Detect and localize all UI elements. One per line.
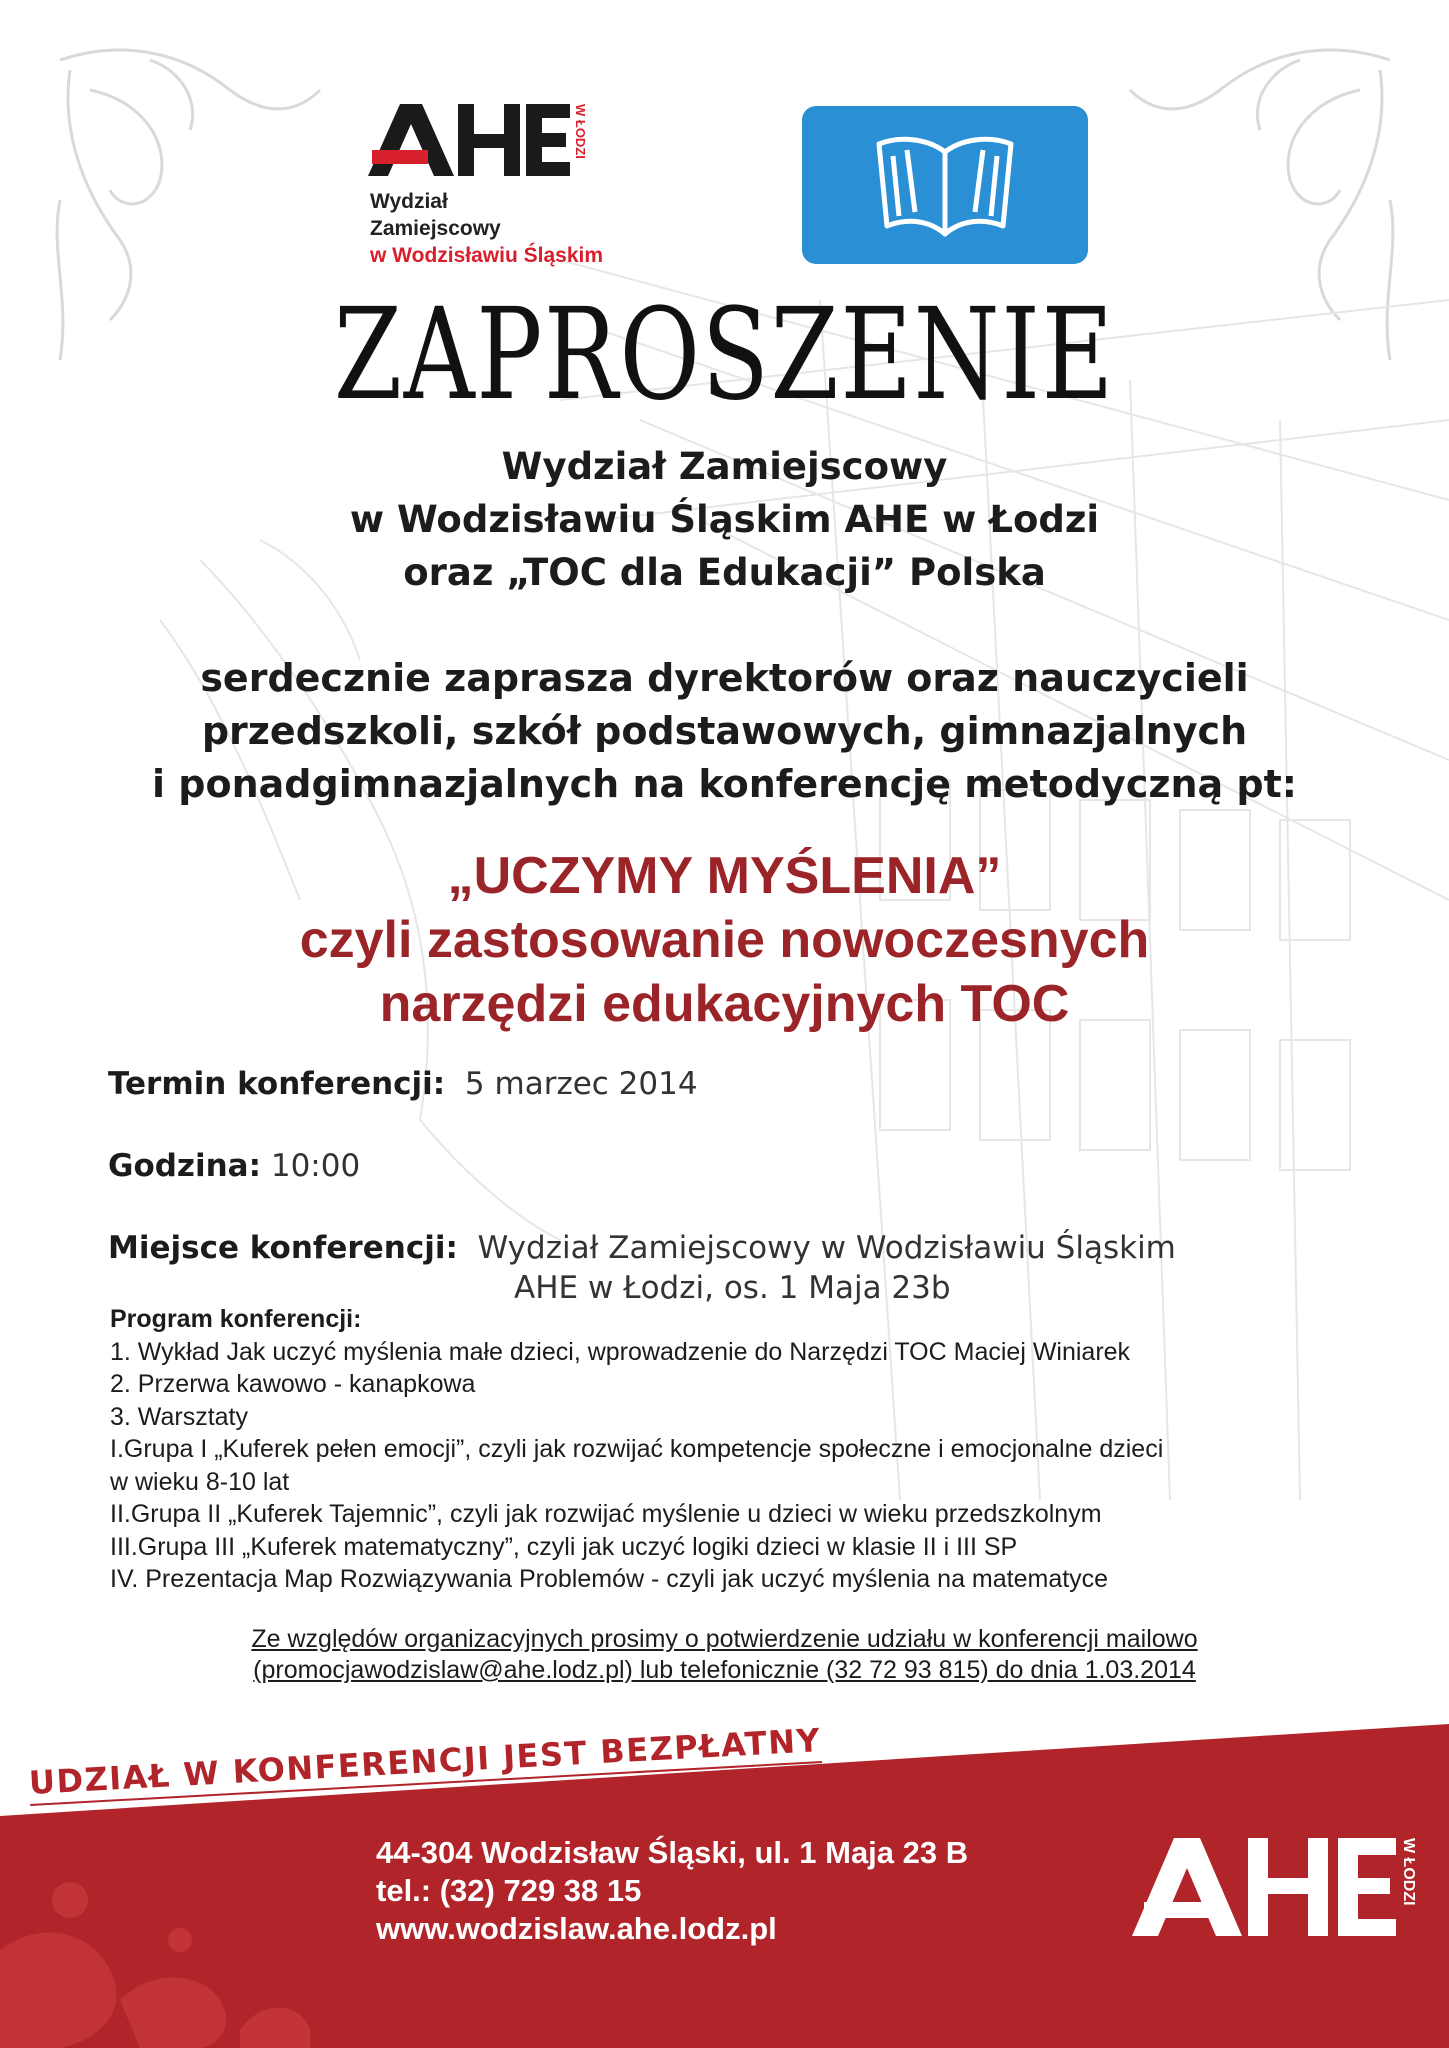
invitation-line: i ponadgimnazjalnych na konferencję metodyczną pt:: [152, 762, 1297, 806]
logo-city-text-white: W ŁODZI: [1400, 1838, 1417, 1906]
conference-title: [0, 844, 1449, 1036]
place-line-2: AHE w Łodzi, os. 1 Maja 23b: [514, 1270, 951, 1306]
notice-line: Ze względów organizacyjnych prosimy o potwierdzenie udziału w konferencji mailowo: [251, 1625, 1198, 1653]
organizer-line: w Wodzisławiu Śląskim AHE w Łodzi: [349, 498, 1100, 541]
contact-address: 44-304 Wodzisław Śląski, ul. 1 Maja 23 B: [376, 1835, 969, 1870]
program-line: II.Grupa II „Kuferek Tajemnic”, czyli jak rozwijać myślenie u dzieci w wieku przedszkolnym: [110, 1500, 1102, 1528]
time-label: Godzina:: [108, 1148, 261, 1184]
date-label: Termin konferencji:: [108, 1066, 446, 1102]
program-line: 3. Warsztaty: [110, 1402, 248, 1431]
conference-program: [110, 1303, 1360, 1596]
conference-title-line: narzędzi edukacyjnych TOC: [379, 975, 1070, 1033]
ahe-logo-white-icon: [1132, 1832, 1422, 1942]
place-label: Miejsce konferencji:: [108, 1230, 458, 1266]
faculty-line-1: Wydział: [370, 190, 448, 213]
invitation-text: [0, 652, 1449, 811]
toc-book-badge: [802, 106, 1088, 264]
page-title: ZAPROSZENIE: [333, 281, 1115, 428]
organizer-line: Wydział Zamiejscowy: [501, 445, 948, 488]
free-participation-banner: UDZIAŁ W KONFERENCJI JEST BEZPŁATNY: [28, 1721, 822, 1806]
invitation-line: serdecznie zaprasza dyrektorów oraz nauczycieli: [200, 656, 1249, 700]
program-line: 2. Przerwa kawowo - kanapkowa: [110, 1370, 476, 1398]
open-book-icon: [871, 130, 1019, 240]
faculty-line-2: Zamiejscowy: [370, 217, 501, 240]
program-line: 1. Wykład Jak uczyć myślenia małe dzieci, wprowadzenie do Narzędzi TOC Maciej Winiarek: [110, 1337, 1131, 1366]
contact-website[interactable]: www.wodzislaw.ahe.lodz.pl: [376, 1911, 777, 1946]
program-line: IV. Prezentacja Map Rozwiązywania Problemów - czyli jak uczyć myślenia na matematyce: [110, 1565, 1109, 1593]
date-value: 5 marzec 2014: [464, 1066, 698, 1102]
faculty-name: [370, 188, 603, 269]
invitation-line: przedszkoli, szkół podstawowych, gimnazjalnych: [201, 709, 1248, 753]
conference-title-line: czyli zastosowanie nowoczesnych: [299, 911, 1150, 969]
place-line-1: Wydział Zamiejscowy w Wodzisławiu Śląskim: [477, 1230, 1176, 1266]
organizers: [0, 440, 1449, 599]
registration-notice: [0, 1624, 1449, 1686]
conference-place: [108, 1228, 1176, 1268]
program-line: III.Grupa III „Kuferek matematyczny”, czyli jak uczyć logiki dzieci w klasie II i III SP: [110, 1532, 1018, 1561]
program-line: I.Grupa I „Kuferek pełen emocji”, czyli jak rozwijać kompetencje społeczne i emocjonalne dzieci: [110, 1435, 1164, 1463]
time-value: 10:00: [270, 1148, 361, 1184]
program-line: w wieku 8-10 lat: [110, 1467, 290, 1496]
organizer-line: oraz „TOC dla Edukacji” Polska: [403, 551, 1046, 594]
contact-info: [376, 1834, 968, 1948]
logo-city-text: W ŁODZI: [573, 104, 588, 159]
faculty-line-3: w Wodzisławiu Śląskim: [370, 244, 604, 267]
ahe-logo-icon: [368, 96, 588, 184]
conference-date: [108, 1064, 698, 1104]
conference-title-line: „UCZYMY MYŚLENIA”: [447, 847, 1002, 905]
conference-time: [108, 1146, 360, 1186]
program-heading: Program konferencji:: [110, 1305, 362, 1333]
contact-phone[interactable]: tel.: (32) 729 38 15: [376, 1873, 642, 1908]
notice-line: (promocjawodzislaw@ahe.lodz.pl) lub telefonicznie (32 72 93 815) do dnia 1.03.2014: [253, 1656, 1196, 1684]
